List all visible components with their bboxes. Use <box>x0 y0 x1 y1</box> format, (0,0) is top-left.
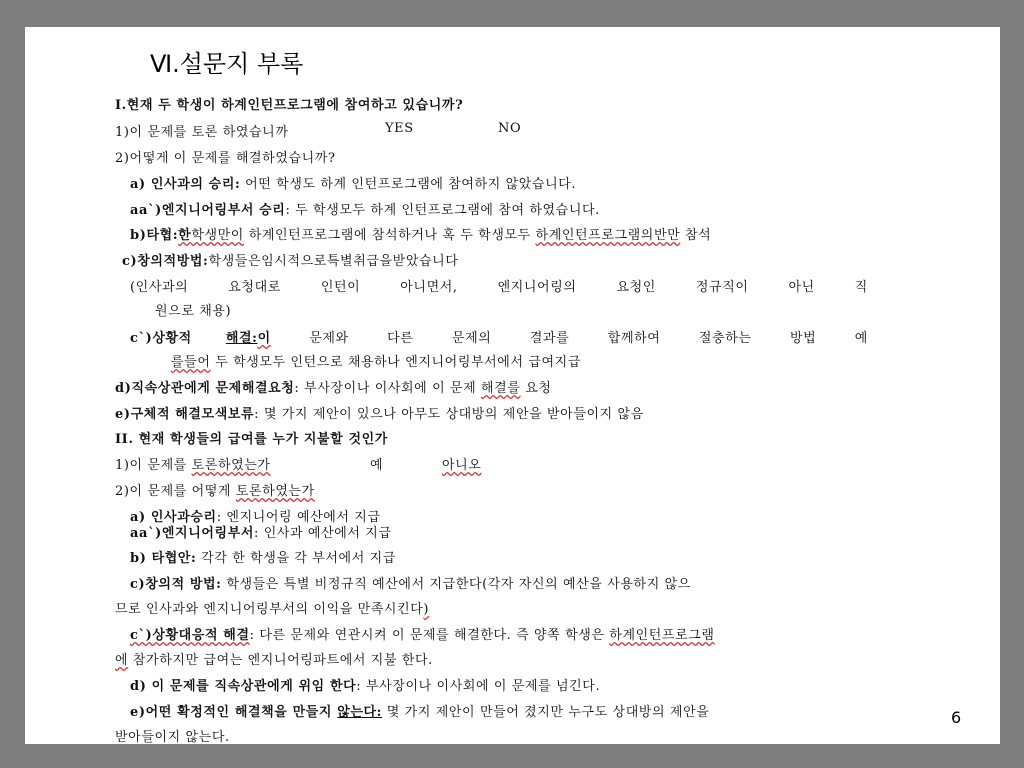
section2-answer-c-tail: 므로 인사과와 엔지니어링부서의 이익을 만족시킨다) <box>115 602 430 617</box>
justified-word: 요청인 <box>616 280 656 295</box>
section2-answer-e-tail: 받아들이지 않는다. <box>115 730 230 744</box>
section1-answer-b: b)타협:한학생만이 하계인턴프로그램에 참석하거나 혹 두 학생모두 하계인턴프로그램의반만 참석 <box>130 228 712 243</box>
no-option: 아니오 <box>442 458 482 473</box>
justified-word: 정규직이 <box>695 280 749 295</box>
section1-answer-cprime: c`)상황적 해결:이 문제와 다른 문제의 결과를 합께하여 절충하는 방법 예 <box>130 327 868 346</box>
section1-q1: 1)이 문제를 토론 하였습니까 YES NO <box>115 121 522 140</box>
section2-answer-cprime: c`)상황대응적 해결: 다른 문제와 연관시켜 이 문제를 해결한다. 즉 양쪽 학생은 하계인턴프로그램 <box>130 628 715 643</box>
justified-word: 엔지니어링의 <box>497 280 577 295</box>
page-number: 6 <box>951 708 962 727</box>
justified-word: 직 <box>854 280 868 295</box>
section1-answer-c-detail <box>130 276 868 295</box>
section1-answer-aa: aa`)엔지니어링부서 승리: 두 학생모두 하계 인턴프로그램에 참여 하였습니다. <box>130 203 600 218</box>
justified-word: (인사과의 <box>130 280 189 295</box>
section1-answer-c-detail-tail: 원으로 채용) <box>155 304 232 319</box>
section2-answer-cprime-tail: 에 참가하지만 급여는 엔지니어링파트에서 지불 한다. <box>115 653 433 668</box>
yes-option: 예 <box>370 458 384 473</box>
section1-answer-d: d)직속상관에게 문제해결요청: 부사장이나 이사회에 이 문제 해결를 요청 <box>115 381 552 396</box>
section2-q1: 1)이 문제를 토론하였는가 예 아니오 <box>115 454 271 473</box>
section2-heading: II. 현재 학생들의 급여를 누가 지불할 것인가 <box>115 432 388 447</box>
no-option: NO <box>498 121 522 136</box>
section1-answer-cprime-tail: 를들어 두 학생모두 인턴으로 채용하나 엔지니어링부서에서 급여지급 <box>171 355 581 370</box>
justified-word: 요청대로 <box>228 280 281 295</box>
justified-word: 방법 <box>789 331 817 346</box>
section2-q2: 2)이 문제를 어떻게 토론하였는가 <box>115 484 315 499</box>
justified-word: 아닌 <box>788 280 815 295</box>
justified-word: 다른 <box>387 331 414 346</box>
section2-answer-d: d) 이 문제를 직속상관에게 위임 한다: 부사장이나 이사회에 이 문제를 넘긴다. <box>130 679 601 694</box>
justified-word: 문제와 <box>309 331 349 346</box>
slide-title: Ⅵ.설문지 부록 <box>150 50 304 78</box>
section2-answer-b: b) 타협안: 각각 한 학생을 각 부서에서 지급 <box>130 551 396 566</box>
justified-word: 인턴이 <box>320 280 361 295</box>
justified-word: 문제의 <box>451 331 492 346</box>
section2-answer-e: e)어떤 확정적인 해결책을 만들지 않는다: 몇 가지 제안이 만들어 졌지만 누구도 상대방의 제안을 <box>130 705 710 720</box>
justified-word: 아니면서, <box>400 280 458 295</box>
section1-answer-c: c)창의적방법:학생들은임시적으로특별취급을받았습니다 <box>122 254 459 269</box>
section1-answer-e: e)구체적 해결모색보류: 몇 가지 제안이 있으나 아무도 상대방의 제안을 받아들이지 않음 <box>115 407 644 422</box>
section2-answer-c: c)창의적 방법: 학생들은 특별 비정규직 예산에서 지급한다(각자 자신의 예산을 사용하지 않으 <box>130 577 691 592</box>
yes-option: YES <box>385 121 414 136</box>
section1-heading: I.현재 두 학생이 하계인턴프로그램에 참여하고 있습니까? <box>115 98 464 113</box>
justified-word: 예 <box>854 331 868 346</box>
section1-q2: 2)어떻게 이 문제를 해결하였습니까? <box>115 151 336 166</box>
section1-answer-a: a) 인사과의 승리: 어떤 학생도 하계 인턴프로그램에 참여하지 않았습니다. <box>130 177 577 192</box>
justified-word: 합께하여 <box>607 331 661 346</box>
section2-answer-a: a) 인사과승리: 엔지니어링 예산에서 지급 <box>130 510 381 525</box>
section2-answer-aa: aa`)엔지니어링부서: 인사과 예산에서 지급 <box>130 526 392 541</box>
justified-word: 결과를 <box>529 331 570 346</box>
justified-word: 절충하는 <box>698 331 752 346</box>
slide <box>25 27 1000 744</box>
